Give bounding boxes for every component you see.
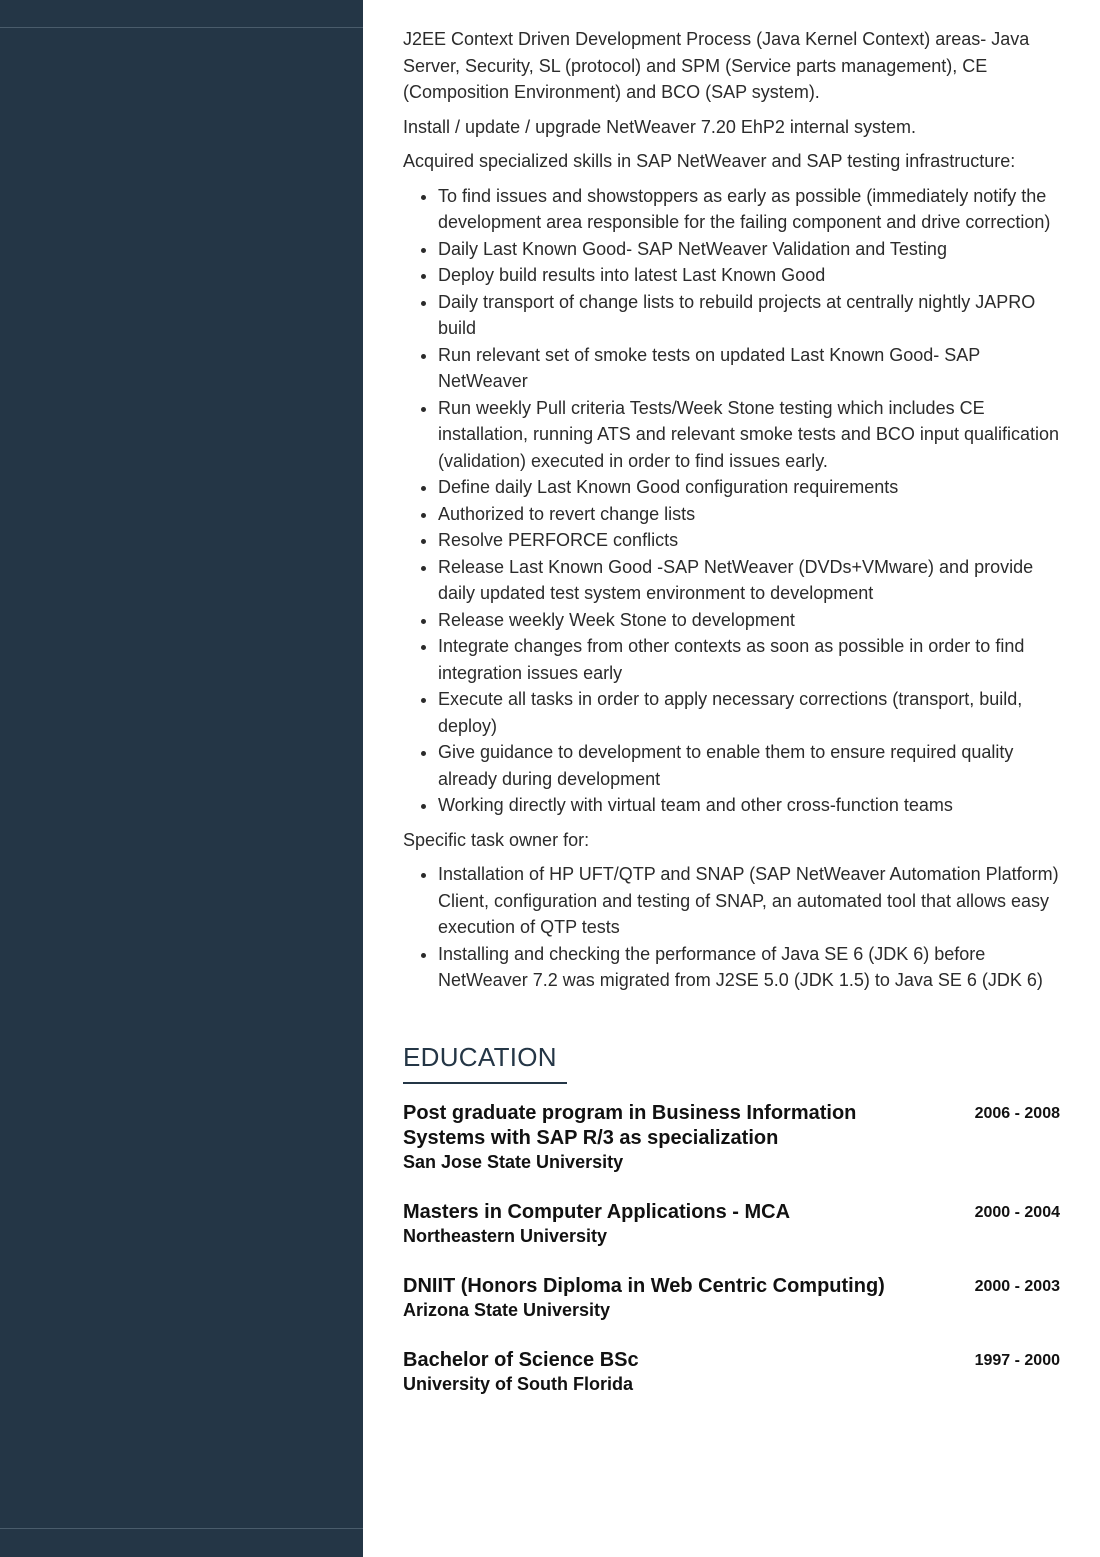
education-heading-underline — [403, 1082, 567, 1084]
education-school: University of South Florida — [403, 1373, 634, 1394]
skills-bullet-list — [403, 183, 1063, 819]
list-item: • Release Last Known Good -SAP NetWeaver (DVDs+VMware) and provide daily updated test system environment to development — [438, 554, 1063, 607]
education-dates: 1997 - 2000 — [974, 1351, 1060, 1369]
education-school: San Jose State University — [403, 1151, 624, 1172]
education-entry — [403, 1101, 1063, 1174]
education-entry — [403, 1348, 1063, 1396]
list-item: • Installing and checking the performance of Java SE 6 (JDK 6) before NetWeaver 7.2 was migrated from J2SE 5.0 (JDK 1.5) to Java SE 6 (JDK 6) — [438, 941, 1063, 994]
experience-paragraph-install: Install / update / upgrade NetWeaver 7.20 EhP2 internal system. — [403, 116, 916, 137]
sidebar-bottom-divider — [0, 1528, 363, 1529]
list-item: • Integrate changes from other contexts as soon as possible in order to find integration issues early — [438, 633, 1063, 686]
main-content — [403, 26, 1063, 1422]
list-item: • Resolve PERFORCE conflicts — [438, 527, 1063, 554]
sidebar — [0, 0, 363, 1557]
list-item: • Daily Last Known Good- SAP NetWeaver Validation and Testing — [438, 236, 1063, 263]
list-item: • Run relevant set of smoke tests on updated Last Known Good- SAP NetWeaver — [438, 342, 1063, 395]
education-dates: 2000 - 2003 — [974, 1277, 1060, 1295]
task-bullet-list — [403, 861, 1063, 994]
education-heading: EDUCATION — [403, 1041, 557, 1072]
list-item: • Deploy build results into latest Last Known Good — [438, 262, 1063, 289]
task-owner-label: Specific task owner for: — [403, 829, 590, 850]
list-item: • Give guidance to development to enable them to ensure required quality already during development — [438, 739, 1063, 792]
list-item: • Installation of HP UFT/QTP and SNAP (SAP NetWeaver Automation Platform) Client, configuration and testing of SNAP, an automated tool that allows easy execution of QTP tests — [438, 861, 1063, 941]
education-degree: Post graduate program in Business Information Systems with SAP R/3 as specialization — [403, 1101, 857, 1149]
education-degree: Masters in Computer Applications - MCA — [403, 1200, 791, 1223]
education-school: Arizona State University — [403, 1299, 611, 1320]
list-item: • Define daily Last Known Good configuration requirements — [438, 474, 1063, 501]
education-degree: Bachelor of Science BSc — [403, 1348, 639, 1371]
list-item: • Authorized to revert change lists — [438, 501, 1063, 528]
education-dates: 2000 - 2004 — [974, 1203, 1060, 1221]
experience-paragraph-skills-intro: Acquired specialized skills in SAP NetWeaver and SAP testing infrastructure: — [403, 151, 1016, 171]
education-entry — [403, 1200, 1063, 1248]
education-dates: 2006 - 2008 — [974, 1104, 1060, 1122]
education-degree: DNIIT (Honors Diploma in Web Centric Computing) — [403, 1274, 885, 1297]
sidebar-top-divider — [0, 27, 363, 28]
list-item: • Daily transport of change lists to rebuild projects at centrally nightly JAPRO build — [438, 289, 1063, 342]
list-item: • To find issues and showstoppers as early as possible (immediately notify the development area responsible for the failing component and drive correction) — [438, 183, 1063, 236]
education-entry — [403, 1274, 1063, 1322]
list-item: • Working directly with virtual team and other cross-function teams — [438, 792, 1063, 819]
list-item: • Release weekly Week Stone to development — [438, 607, 1063, 634]
list-item: • Execute all tasks in order to apply necessary corrections (transport, build, deploy) — [438, 686, 1063, 739]
education-school: Northeastern University — [403, 1225, 608, 1246]
list-item: • Run weekly Pull criteria Tests/Week Stone testing which includes CE installation, running ATS and relevant smoke tests and BCO input qualification (validation) executed in order to find issues early. — [438, 395, 1063, 475]
experience-paragraph-context: J2EE Context Driven Development Process (Java Kernel Context) areas- Java Server, Security, SL (protocol) and SPM (Service parts management), CE (Composition Environment) and BCO (SAP system). — [403, 29, 1030, 102]
